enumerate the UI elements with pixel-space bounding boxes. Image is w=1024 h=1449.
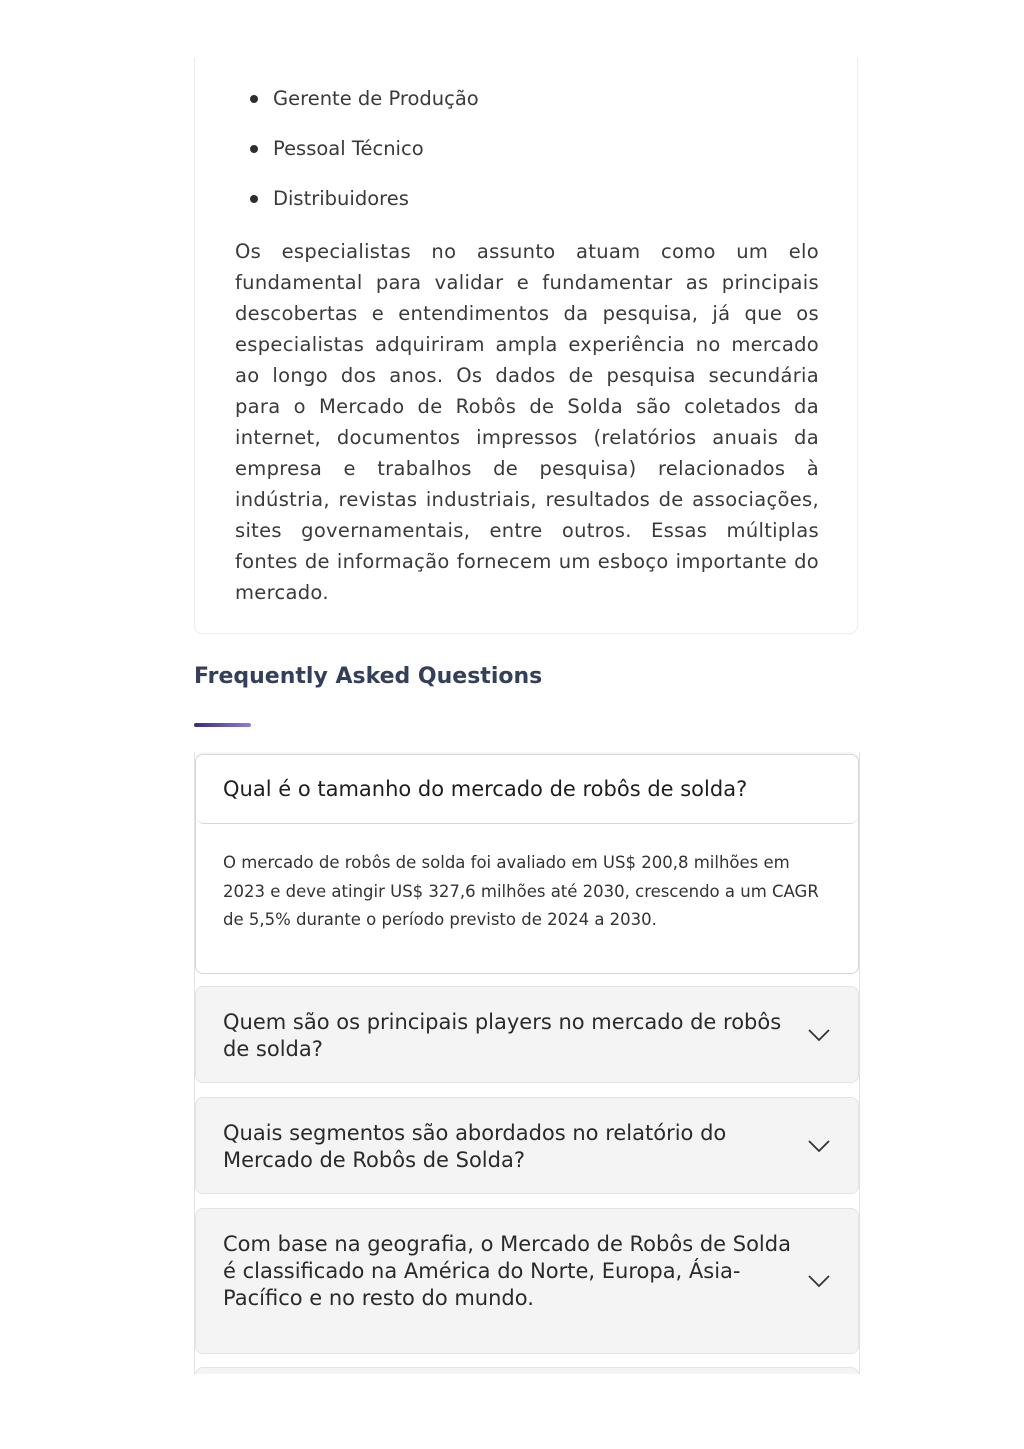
bullet-icon — [250, 195, 258, 203]
list-item-label: Pessoal Técnico — [273, 137, 424, 160]
list-item-label: Distribuidores — [273, 187, 409, 210]
heading-accent-bar — [194, 723, 251, 727]
faq-item-next[interactable] — [195, 1367, 859, 1374]
methodology-card — [194, 58, 858, 634]
faq-item-geography[interactable] — [195, 1208, 859, 1354]
bullet-icon — [250, 145, 258, 153]
list-item — [235, 134, 479, 184]
faq-item-key-players[interactable] — [195, 986, 859, 1083]
faq-question-header[interactable] — [196, 755, 858, 824]
methodology-paragraph: Os especialistas no assunto atuam como um elo fundamental para validar e fundamentar as principais descobertas e entendimentos da pesquisa, já que os especialistas adquiriram ampla experiência no mercado ao longo dos anos. Os dados de pesquisa secundária para o Mercado de Robôs de Solda são coletados da internet, documentos impressos (relatórios anuais da empresa e trabalhos de pesquisa) relacionados à indústria, revistas industriais, resultados de associações, sites governamentais, entre outros. Essas múltiplas fontes de informação fornecem um esboço importante do mercado. — [235, 240, 819, 604]
faq-question: Quais segmentos são abordados no relatório do Mercado de Robôs de Solda? — [223, 1121, 727, 1172]
faq-answer: O mercado de robôs de solda foi avaliado em US$ 200,8 milhões em 2023 e deve atingir US$ 327,6 milhões até 2030, crescendo a um CAGR de 5,5% durante o período previsto de 2024 a 2030. — [223, 853, 819, 929]
list-item — [235, 184, 479, 234]
expert-list — [235, 84, 479, 234]
faq-question: Qual é o tamanho do mercado de robôs de solda? — [223, 777, 748, 801]
chevron-down-icon[interactable] — [808, 1139, 830, 1153]
faq-item-market-size — [195, 754, 859, 974]
faq-question: Com base na geografia, o Mercado de Robôs de Solda é classificado na América do Norte, Europa, Ásia-Pacífico e no resto do mundo. — [223, 1232, 791, 1310]
faq-item-segments[interactable] — [195, 1097, 859, 1194]
faq-question: Quem são os principais players no mercado de robôs de solda? — [223, 1010, 782, 1061]
faq-heading: Frequently Asked Questions — [194, 664, 543, 689]
faq-accordion — [194, 752, 860, 1374]
list-item — [235, 84, 479, 134]
bullet-icon — [250, 95, 258, 103]
chevron-down-icon[interactable] — [808, 1028, 830, 1042]
chevron-down-icon[interactable] — [808, 1274, 830, 1288]
list-item-label: Gerente de Produção — [273, 87, 479, 110]
